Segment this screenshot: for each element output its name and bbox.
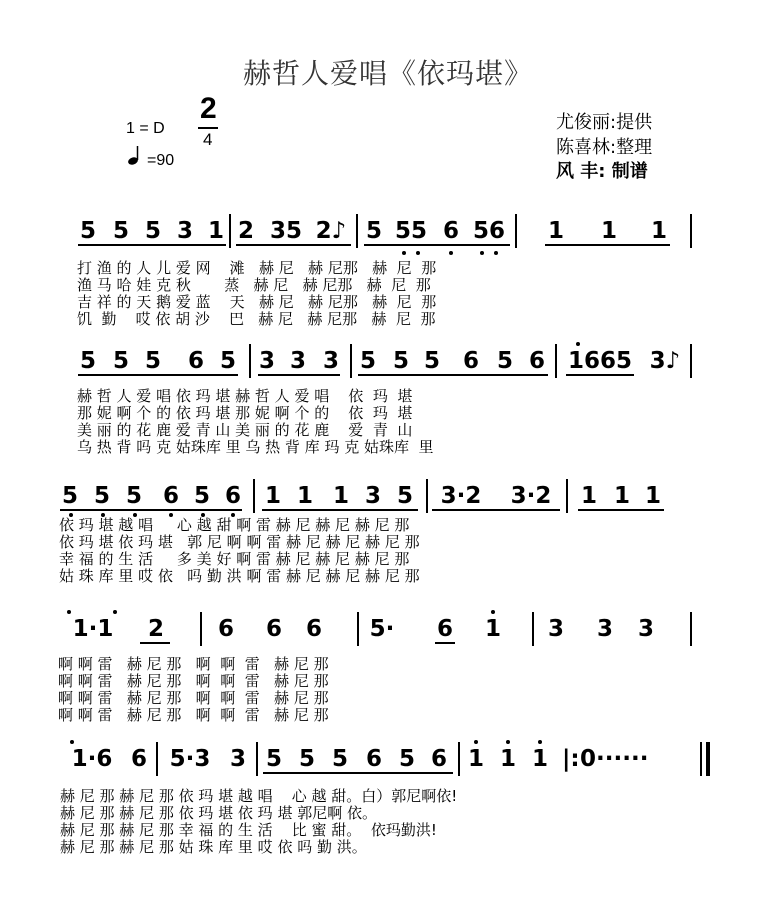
note: 1 bbox=[531, 746, 548, 772]
note: 1 bbox=[650, 218, 667, 244]
note: 5 bbox=[193, 483, 210, 509]
note: 5 bbox=[112, 348, 129, 374]
note: 3 bbox=[289, 348, 306, 374]
lyric-line: 饥 勤 哎 依 胡 沙 巴 赫 尼 赫 尼那 赫 尼 那 bbox=[77, 310, 436, 328]
note: 2♪ bbox=[315, 218, 347, 244]
note: 3 bbox=[258, 348, 275, 374]
underline bbox=[364, 244, 510, 246]
underline bbox=[432, 509, 560, 511]
note: 5 bbox=[93, 483, 110, 509]
note: 5 bbox=[396, 483, 413, 509]
note: 6 bbox=[365, 746, 382, 772]
note: 6 bbox=[436, 616, 453, 642]
underline bbox=[566, 374, 634, 376]
note: 35 bbox=[269, 218, 302, 244]
note: 1 bbox=[499, 746, 516, 772]
underline bbox=[78, 244, 226, 246]
barline bbox=[700, 742, 702, 776]
note: 1 bbox=[644, 483, 661, 509]
note: 6 bbox=[187, 348, 204, 374]
lyric-line: 吉 祥 的 天 鹅 爱 蓝 天 赫 尼 赫 尼那 赫 尼 那 bbox=[77, 293, 437, 311]
lyric-line: 乌 热 背 吗 克 姑珠库 里 乌 热 背 库 玛 克 姑珠库 里 bbox=[77, 438, 434, 456]
high-dot bbox=[67, 610, 71, 614]
high-dot bbox=[576, 342, 580, 346]
lyric-line: 幸 福 的 生 活 多 美 好 啊 雷 赫 尼 赫 尼 赫 尼 那 bbox=[59, 550, 410, 568]
note: 1 bbox=[613, 483, 630, 509]
note: 1 bbox=[580, 483, 597, 509]
note: 6 bbox=[162, 483, 179, 509]
quarter-note-icon bbox=[127, 145, 141, 165]
note: 6 bbox=[528, 348, 545, 374]
note: 3♪ bbox=[649, 348, 681, 374]
credit-notation: 风 丰: 制谱 bbox=[556, 161, 648, 182]
underline bbox=[358, 374, 548, 376]
note: 3 bbox=[637, 616, 654, 642]
lyric-line: 打 渔 的 人 儿 爱 网 滩 赫 尼 赫 尼那 赫 尼 那 bbox=[77, 259, 437, 277]
note: 1·6 bbox=[71, 746, 113, 772]
high-dot bbox=[113, 610, 117, 614]
meter-top: 2 bbox=[200, 92, 217, 125]
note: 6 bbox=[442, 218, 459, 244]
underline bbox=[140, 642, 170, 644]
note: 1 bbox=[467, 746, 484, 772]
meter-divider bbox=[198, 127, 218, 129]
note: 5· bbox=[369, 616, 395, 642]
barline bbox=[566, 479, 568, 513]
high-dot bbox=[474, 740, 478, 744]
final-barline bbox=[706, 742, 710, 776]
barline bbox=[156, 742, 158, 776]
note: 1 bbox=[600, 218, 617, 244]
note: 6 bbox=[217, 616, 234, 642]
note: 1 bbox=[484, 616, 501, 642]
underline bbox=[545, 244, 670, 246]
note: 3·2 bbox=[510, 483, 552, 509]
note: 5 bbox=[112, 218, 129, 244]
low-dot bbox=[494, 251, 498, 255]
note: 5 bbox=[298, 746, 315, 772]
note: 5 bbox=[331, 746, 348, 772]
note: 5 bbox=[365, 218, 382, 244]
lyric-line: 赫 尼 那 赫 尼 那 幸 福 的 生 活 比 蜜 甜。 依玛勤洪! bbox=[60, 821, 437, 839]
note: 5 bbox=[398, 746, 415, 772]
note: 3 bbox=[322, 348, 339, 374]
underline bbox=[578, 509, 664, 511]
low-dot bbox=[480, 251, 484, 255]
barline bbox=[200, 612, 202, 646]
note: 3 bbox=[364, 483, 381, 509]
lyric-line: 美 丽 的 花 鹿 爱 青 山 美 丽 的 花 鹿 爱 青 山 bbox=[77, 421, 413, 439]
note: 2 bbox=[147, 616, 164, 642]
barline bbox=[690, 344, 692, 378]
barline bbox=[532, 612, 534, 646]
note: 5 bbox=[265, 746, 282, 772]
note: 5 bbox=[125, 483, 142, 509]
note: 1 bbox=[207, 218, 224, 244]
barline bbox=[690, 612, 692, 646]
barline bbox=[249, 344, 251, 378]
note: 6 bbox=[430, 746, 447, 772]
barline bbox=[229, 214, 231, 248]
note: 56 bbox=[472, 218, 505, 244]
note: 1·1 bbox=[72, 616, 114, 642]
credit-arranger: 陈喜林:整理 bbox=[556, 137, 653, 158]
page-title: 赫哲人爱唱《依玛堪》 bbox=[242, 57, 533, 90]
lyric-line: 姑 珠 库 里 哎 依 吗 勤 洪 啊 雷 赫 尼 赫 尼 赫 尼 那 bbox=[59, 567, 420, 585]
barline bbox=[515, 214, 517, 248]
lyric-line: 啊 啊 雷 赫 尼 那 啊 啊 雷 赫 尼 那 bbox=[58, 655, 329, 673]
note: 5 bbox=[144, 218, 161, 244]
note: 5 bbox=[423, 348, 440, 374]
underline bbox=[236, 244, 351, 246]
lyric-line: 啊 啊 雷 赫 尼 那 啊 啊 雷 赫 尼 那 bbox=[58, 672, 329, 690]
barline bbox=[356, 214, 358, 248]
barline bbox=[256, 742, 258, 776]
note: 3 bbox=[176, 218, 193, 244]
underline bbox=[60, 509, 242, 511]
underline bbox=[262, 509, 418, 511]
note: 5 bbox=[359, 348, 376, 374]
tempo: =90 bbox=[147, 152, 175, 169]
note: 5 bbox=[79, 348, 96, 374]
note: 6 bbox=[130, 746, 147, 772]
note: 1 bbox=[296, 483, 313, 509]
note: 6 bbox=[462, 348, 479, 374]
note: 5·3 bbox=[169, 746, 211, 772]
barline bbox=[458, 742, 460, 776]
lyric-line: 依 玛 堪 越 唱 心 越 甜 啊 雷 赫 尼 赫 尼 赫 尼 那 bbox=[59, 516, 410, 534]
note: 0······ bbox=[580, 746, 649, 772]
note: 55 bbox=[394, 218, 427, 244]
note: 5 bbox=[219, 348, 236, 374]
barline bbox=[555, 344, 557, 378]
note: 1 bbox=[264, 483, 281, 509]
repeat-sign: |: bbox=[562, 746, 580, 772]
lyric-line: 依 玛 堪 依 玛 堪 郭 尼 啊 啊 雷 赫 尼 赫 尼 赫 尼 那 bbox=[59, 533, 420, 551]
high-dot bbox=[70, 740, 74, 744]
note: 3 bbox=[547, 616, 564, 642]
underline bbox=[435, 642, 455, 644]
note: 6 bbox=[265, 616, 282, 642]
barline bbox=[690, 214, 692, 248]
note: 5 bbox=[392, 348, 409, 374]
note: 2 bbox=[237, 218, 254, 244]
note: 1665 bbox=[567, 348, 632, 374]
lyric-line: 渔 马 哈 娃 克 秋 蒸 赫 尼 赫 尼那 赫 尼 那 bbox=[77, 276, 431, 294]
note: 3 bbox=[229, 746, 246, 772]
note: 5 bbox=[496, 348, 513, 374]
key-signature: 1 = D bbox=[126, 120, 165, 137]
note: 6 bbox=[224, 483, 241, 509]
barline bbox=[253, 479, 255, 513]
underline bbox=[263, 772, 453, 774]
high-dot bbox=[506, 740, 510, 744]
lyric-line: 赫 尼 那 赫 尼 那 姑 珠 库 里 哎 依 吗 勤 洪。 bbox=[60, 838, 367, 856]
low-dot bbox=[449, 251, 453, 255]
high-dot bbox=[491, 610, 495, 614]
note: 5 bbox=[79, 218, 96, 244]
high-dot bbox=[538, 740, 542, 744]
meter-bottom: 4 bbox=[203, 130, 213, 149]
note: 1 bbox=[332, 483, 349, 509]
note: 3 bbox=[596, 616, 613, 642]
note: 1 bbox=[547, 218, 564, 244]
barline bbox=[426, 479, 428, 513]
lyric-line: 那 妮 啊 个 的 依 玛 堪 那 妮 啊 个 的 依 玛 堪 bbox=[77, 404, 413, 422]
lyric-line: 赫 尼 那 赫 尼 那 依 玛 堪 依 玛 堪 郭尼啊 依。 bbox=[60, 804, 377, 822]
lyric-line: 啊 啊 雷 赫 尼 那 啊 啊 雷 赫 尼 那 bbox=[58, 706, 329, 724]
underline bbox=[258, 374, 340, 376]
low-dot bbox=[402, 251, 406, 255]
underline bbox=[78, 374, 238, 376]
note: 3·2 bbox=[440, 483, 482, 509]
lyric-line: 啊 啊 雷 赫 尼 那 啊 啊 雷 赫 尼 那 bbox=[58, 689, 329, 707]
note: 5 bbox=[61, 483, 78, 509]
barline bbox=[350, 344, 352, 378]
barline bbox=[357, 612, 359, 646]
note: 5 bbox=[144, 348, 161, 374]
note: 6 bbox=[305, 616, 322, 642]
lyric-line: 赫 哲 人 爱 唱 依 玛 堪 赫 哲 人 爱 唱 依 玛 堪 bbox=[77, 387, 413, 405]
low-dot bbox=[416, 251, 420, 255]
credit-provider: 尤俊丽:提供 bbox=[556, 112, 653, 133]
lyric-line: 赫 尼 那 赫 尼 那 依 玛 堪 越 唱 心 越 甜。白）郭尼啊依! bbox=[60, 787, 458, 805]
